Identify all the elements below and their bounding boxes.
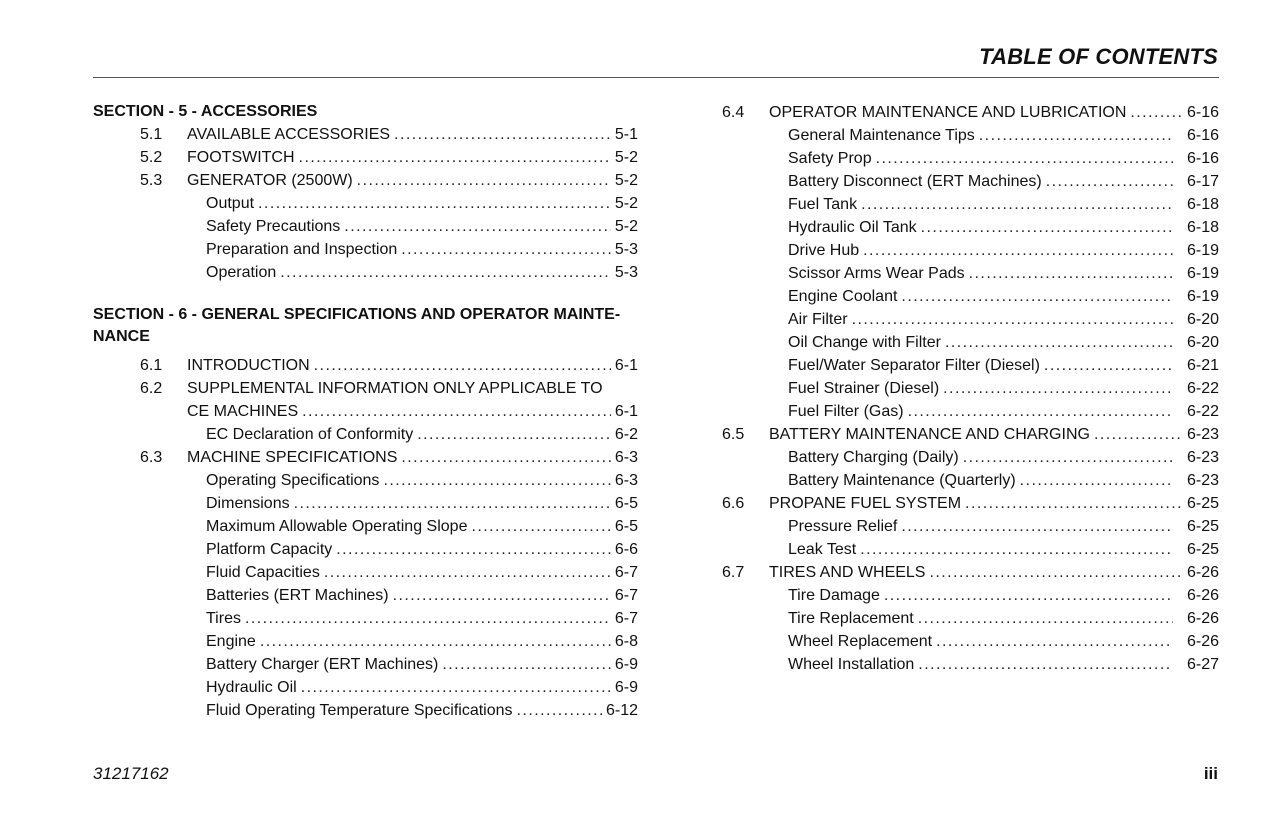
toc-entry-title: Engine Coolant (788, 288, 898, 305)
toc-entry-number: 6.2 (140, 380, 163, 397)
dot-leader (299, 146, 611, 169)
toc-entry-number: 5.3 (140, 172, 163, 189)
toc-entry-page: 6-19 (1186, 288, 1219, 305)
toc-entry-title: Battery Disconnect (ERT Machines) (788, 173, 1042, 190)
toc-entry-page: 6-26 (1186, 564, 1219, 581)
toc-entry-title: Preparation and Inspection (206, 241, 398, 258)
toc-entry-page: 6-21 (1186, 357, 1219, 374)
dot-leader (260, 630, 611, 653)
toc-entry-number: 6.4 (722, 104, 745, 121)
toc-entry-title: Fuel Tank (788, 196, 858, 213)
toc-entry-page: 6-8 (614, 633, 638, 650)
section-5-heading[interactable]: SECTION - 5 - ACCESSORIES (93, 103, 318, 120)
toc-entry-number: 6.5 (722, 426, 745, 443)
toc-entry[interactable] (722, 630, 1219, 653)
toc-entry-title: EC Declaration of Conformity (206, 426, 414, 443)
toc-entry-page: 5-2 (614, 195, 638, 212)
toc-entry[interactable] (93, 584, 638, 607)
toc-entry[interactable] (93, 653, 638, 676)
dot-leader (943, 377, 1173, 400)
toc-entry[interactable] (93, 192, 638, 215)
dot-leader (945, 331, 1173, 354)
dot-leader (280, 261, 611, 284)
toc-entry-title: Fuel/Water Separator Filter (Diesel) (788, 357, 1040, 374)
toc-entry-title: Tire Damage (788, 587, 880, 604)
toc-entry[interactable] (93, 400, 638, 423)
toc-entry[interactable] (722, 239, 1219, 262)
toc-entry[interactable] (722, 354, 1219, 377)
toc-entry-page: 6-3 (614, 449, 638, 466)
toc-entry-page: 6-20 (1186, 334, 1219, 351)
toc-entry-page: 6-20 (1186, 311, 1219, 328)
right-column (722, 101, 1219, 676)
toc-entry-title: Wheel Installation (788, 656, 915, 673)
toc-entry[interactable] (722, 561, 1219, 584)
toc-entry[interactable] (93, 676, 638, 699)
toc-entry-title: Safety Precautions (206, 218, 341, 235)
toc-entry-title: TIRES AND WHEELS (769, 564, 926, 581)
toc-entry[interactable] (93, 215, 638, 238)
toc-entry[interactable] (722, 193, 1219, 216)
toc-entry[interactable] (722, 400, 1219, 423)
toc-entry[interactable] (93, 630, 638, 653)
toc-entry-page: 6-23 (1186, 472, 1219, 489)
dot-leader (302, 400, 611, 423)
toc-entry[interactable] (722, 170, 1219, 193)
toc-entry[interactable] (722, 423, 1219, 446)
toc-entry-page: 6-1 (614, 357, 638, 374)
toc-entry-page: 6-23 (1186, 449, 1219, 466)
toc-entry-title: Output (206, 195, 255, 212)
toc-entry-title: Maximum Allowable Operating Slope (206, 518, 468, 535)
dot-leader (258, 192, 611, 215)
toc-entry-page: 6-26 (1186, 633, 1219, 650)
toc-entry-title: BATTERY MAINTENANCE AND CHARGING (769, 426, 1090, 443)
toc-entry-title: Wheel Replacement (788, 633, 933, 650)
dot-leader (383, 469, 610, 492)
toc-entry[interactable] (93, 492, 638, 515)
toc-entry-page: 6-17 (1186, 173, 1219, 190)
dot-leader (1046, 170, 1173, 193)
section-6-heading[interactable]: SECTION - 6 - GENERAL SPECIFICATIONS AND OPERATOR MAINTE- (93, 306, 621, 323)
toc-entry[interactable] (93, 354, 638, 377)
toc-entry-page: 5-2 (614, 149, 638, 166)
toc-entry-page: 6-26 (1186, 610, 1219, 627)
toc-entry[interactable] (722, 308, 1219, 331)
toc-entry-title: Battery Charger (ERT Machines) (206, 656, 439, 673)
toc-entry[interactable] (722, 377, 1219, 400)
dot-leader (401, 238, 611, 261)
toc-entry-title: CE MACHINES (187, 403, 299, 420)
toc-entry[interactable] (93, 169, 638, 192)
toc-entry-title: Fluid Operating Temperature Specifications (206, 702, 513, 719)
toc-entry-title: Operating Specifications (206, 472, 380, 489)
toc-entry-page: 6-7 (614, 587, 638, 604)
toc-entry-title: Fuel Filter (Gas) (788, 403, 904, 420)
page-number: iii (1203, 764, 1218, 783)
toc-entry[interactable] (93, 538, 638, 561)
toc-entry[interactable] (722, 147, 1219, 170)
toc-entry[interactable] (93, 146, 638, 169)
toc-entry-title: Hydraulic Oil Tank (788, 219, 917, 236)
toc-entry-title: Scissor Arms Wear Pads (788, 265, 965, 282)
toc-entry-number: 6.7 (722, 564, 745, 581)
toc-entry-page: 6-2 (614, 426, 638, 443)
toc-entry-page: 6-18 (1186, 219, 1219, 236)
toc-entry-page: 6-5 (614, 495, 638, 512)
toc-entry-page: 6-19 (1186, 265, 1219, 282)
dot-leader (921, 216, 1173, 239)
toc-entry[interactable] (722, 285, 1219, 308)
toc-entry[interactable] (722, 515, 1219, 538)
dot-leader (1094, 423, 1183, 446)
dot-leader (357, 169, 611, 192)
section-5-entries (93, 123, 638, 284)
left-column (93, 101, 638, 722)
toc-entry-title: Hydraulic Oil (206, 679, 297, 696)
toc-entry-page: 6-22 (1186, 403, 1219, 420)
dot-leader (963, 446, 1173, 469)
toc-entry[interactable] (722, 607, 1219, 630)
toc-entry[interactable] (722, 653, 1219, 676)
toc-entry-title: GENERATOR (2500W) (187, 172, 353, 189)
dot-leader (324, 561, 611, 584)
toc-entry[interactable] (722, 101, 1219, 124)
dot-leader (936, 630, 1173, 653)
dot-leader (884, 584, 1173, 607)
toc-entry-number: 6.3 (140, 449, 163, 466)
toc-entry[interactable] (93, 561, 638, 584)
dot-leader (969, 262, 1173, 285)
toc-entry-title: Battery Maintenance (Quarterly) (788, 472, 1016, 489)
toc-entry-page: 6-22 (1186, 380, 1219, 397)
toc-entry[interactable] (93, 446, 638, 469)
toc-entry-title: MACHINE SPECIFICATIONS (187, 449, 398, 466)
toc-entry-title: Battery Charging (Daily) (788, 449, 959, 466)
dot-leader (294, 492, 611, 515)
toc-entry-page: 5-3 (614, 241, 638, 258)
dot-leader (860, 538, 1173, 561)
toc-entry-page: 6-12 (605, 702, 638, 719)
toc-entry-page: 6-3 (614, 472, 638, 489)
toc-entry-page: 6-26 (1186, 587, 1219, 604)
toc-entry[interactable] (93, 377, 638, 400)
toc-entry-page: 5-2 (614, 218, 638, 235)
toc-entry-title: Drive Hub (788, 242, 860, 259)
dot-leader (979, 124, 1173, 147)
dot-leader (918, 607, 1173, 630)
toc-entry-page: 5-3 (614, 264, 638, 281)
toc-entry-page: 6-23 (1186, 426, 1219, 443)
toc-entry-title: FOOTSWITCH (187, 149, 295, 166)
toc-entry[interactable] (93, 423, 638, 446)
dot-leader (901, 285, 1173, 308)
toc-entry[interactable] (93, 238, 638, 261)
dot-leader (245, 607, 611, 630)
dot-leader (863, 239, 1173, 262)
dot-leader (314, 354, 611, 377)
toc-entry[interactable] (722, 584, 1219, 607)
section-6-heading-continued: NANCE (93, 328, 150, 345)
toc-entry-page: 6-9 (614, 656, 638, 673)
toc-entry-title: SUPPLEMENTAL INFORMATION ONLY APPLICABLE TO (187, 380, 603, 397)
dot-leader (417, 423, 611, 446)
toc-entry-title: Pressure Relief (788, 518, 898, 535)
dot-leader (1044, 354, 1173, 377)
toc-entry[interactable] (722, 538, 1219, 561)
toc-entry-title: Tire Replacement (788, 610, 914, 627)
toc-entry-page: 6-27 (1186, 656, 1219, 673)
dot-leader (861, 193, 1173, 216)
toc-entry-title: Fuel Strainer (Diesel) (788, 380, 940, 397)
dot-leader (517, 699, 602, 722)
dot-leader (852, 308, 1173, 331)
dot-leader (393, 584, 611, 607)
header-divider (93, 77, 1219, 78)
toc-entry[interactable] (722, 124, 1219, 147)
toc-entry[interactable] (93, 261, 638, 284)
toc-entry-page: 6-7 (614, 564, 638, 581)
toc-entry-title: Engine (206, 633, 256, 650)
toc-entry-title: Dimensions (206, 495, 290, 512)
toc-entry[interactable] (93, 607, 638, 630)
toc-entry-page: 5-2 (614, 172, 638, 189)
toc-entry-title: Fluid Capacities (206, 564, 320, 581)
toc-entry-number: 5.2 (140, 149, 163, 166)
dot-leader (876, 147, 1173, 170)
dot-leader (965, 492, 1183, 515)
dot-leader (929, 561, 1182, 584)
toc-entry-page: 6-25 (1186, 541, 1219, 558)
toc-entry[interactable] (722, 262, 1219, 285)
dot-leader (442, 653, 610, 676)
dot-leader (401, 446, 610, 469)
toc-entry-title: Oil Change with Filter (788, 334, 941, 351)
toc-entry[interactable] (722, 331, 1219, 354)
toc-entry[interactable] (93, 469, 638, 492)
dot-leader (1130, 101, 1183, 124)
toc-entry-page: 6-6 (614, 541, 638, 558)
dot-leader (394, 123, 611, 146)
toc-entry-page: 6-16 (1186, 150, 1219, 167)
toc-entry[interactable] (93, 699, 638, 722)
toc-entry-page: 6-25 (1186, 495, 1219, 512)
dot-leader (918, 653, 1173, 676)
toc-entry-page: 6-1 (614, 403, 638, 420)
dot-leader (471, 515, 610, 538)
toc-entry-number: 5.1 (140, 126, 163, 143)
toc-entry[interactable] (722, 216, 1219, 239)
toc-entry-title: General Maintenance Tips (788, 127, 975, 144)
dot-leader (901, 515, 1173, 538)
toc-entry-number: 6.1 (140, 357, 163, 374)
toc-entry-title: Platform Capacity (206, 541, 333, 558)
toc-entry-page: 6-9 (614, 679, 638, 696)
toc-entry-title: OPERATOR MAINTENANCE AND LUBRICATION (769, 104, 1127, 121)
toc-entry-title: Leak Test (788, 541, 857, 558)
toc-entry-number: 6.6 (722, 495, 745, 512)
right-column-entries (722, 101, 1219, 676)
dot-leader (1020, 469, 1173, 492)
toc-entry-page: 6-19 (1186, 242, 1219, 259)
section-6-entries (93, 354, 638, 722)
toc-entry-title: Tires (206, 610, 241, 627)
dot-leader (344, 215, 611, 238)
toc-entry-title: Batteries (ERT Machines) (206, 587, 389, 604)
toc-entry-title: AVAILABLE ACCESSORIES (187, 126, 391, 143)
toc-entry-title: Operation (206, 264, 277, 281)
toc-entry-page: 6-25 (1186, 518, 1219, 535)
toc-entry[interactable] (722, 492, 1219, 515)
toc-entry[interactable] (93, 123, 638, 146)
dot-leader (908, 400, 1173, 423)
toc-entry-page: 6-7 (614, 610, 638, 627)
toc-entry-title: INTRODUCTION (187, 357, 310, 374)
toc-entry[interactable] (722, 446, 1219, 469)
toc-entry-page: 6-16 (1186, 104, 1219, 121)
toc-entry-title: Air Filter (788, 311, 848, 328)
dot-leader (301, 676, 611, 699)
page-title: TABLE OF CONTENTS (979, 44, 1218, 69)
toc-entry-page: 6-5 (614, 518, 638, 535)
toc-entry-title: Safety Prop (788, 150, 872, 167)
toc-entry-page: 6-16 (1186, 127, 1219, 144)
toc-entry-page: 6-18 (1186, 196, 1219, 213)
document-number: 31217162 (93, 764, 169, 783)
toc-entry-page: 5-1 (614, 126, 638, 143)
toc-entry-title: PROPANE FUEL SYSTEM (769, 495, 962, 512)
toc-entry[interactable] (93, 515, 638, 538)
toc-entry[interactable] (722, 469, 1219, 492)
dot-leader (336, 538, 611, 561)
